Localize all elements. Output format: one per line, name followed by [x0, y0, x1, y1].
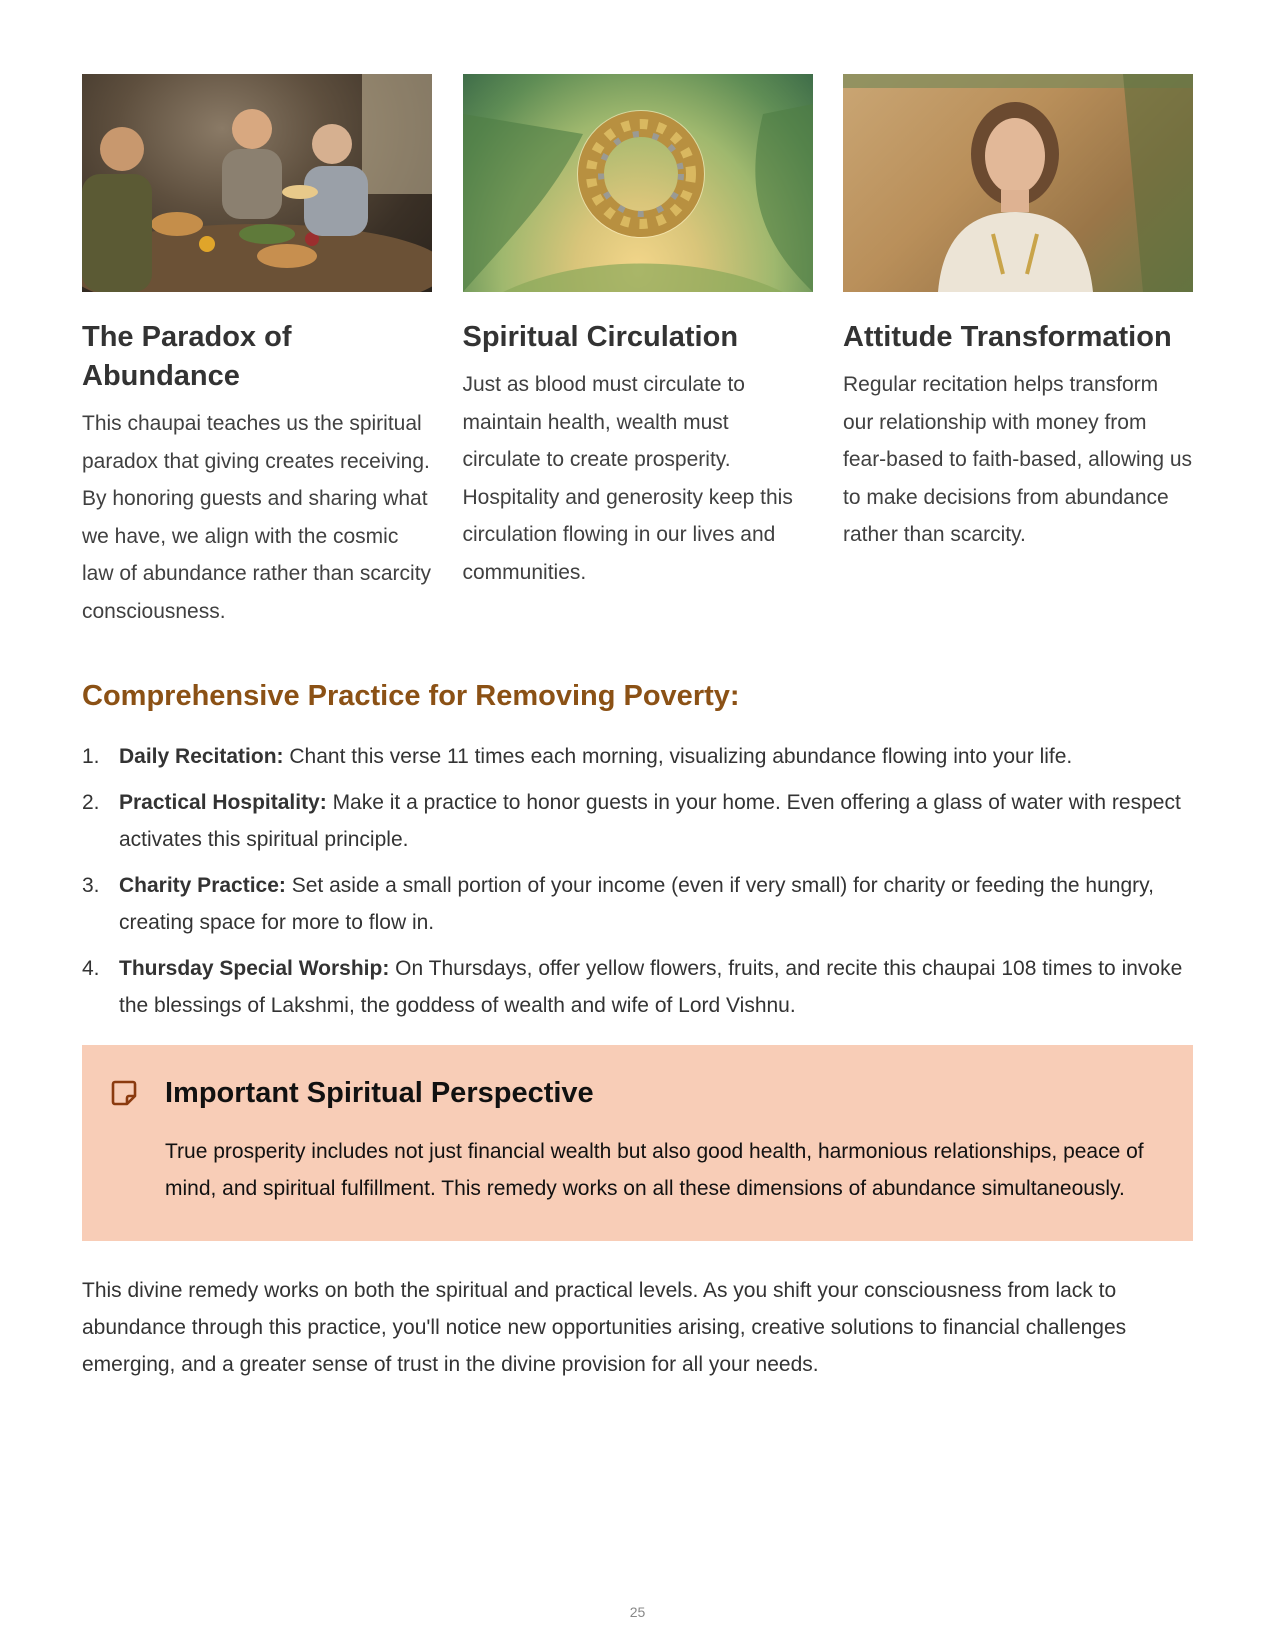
coin-circle-illustration [463, 74, 813, 292]
list-item-text: Make it a practice to honor guests in your home. Even offering a glass of water with respect activates this spiritual principle. [119, 791, 1181, 851]
card-attitude-transformation [843, 74, 1193, 630]
list-item [82, 784, 1193, 858]
shared-meal-photo [82, 74, 432, 292]
callout-header [110, 1073, 1165, 1113]
list-item-text: On Thursdays, offer yellow flowers, fruits, and recite this chaupai 108 times to invoke the blessings of Lakshmi, the goddess of wealth and wife of Lord Vishnu. [119, 957, 1183, 1017]
shared-meal-illustration [82, 74, 432, 292]
list-number: 2. [82, 791, 100, 814]
list-item-text: Set aside a small portion of your income (even if very small) for charity or feeding the hungry, creating space for more to flow in. [119, 874, 1154, 934]
closing-paragraph: This divine remedy works on both the spiritual and practical levels. As you shift your consciousness from lack to abundance through this practice, you'll notice new opportunities arising, creative solutions to financial challenges emerging, and a greater sense of trust in the divine provision for all your needs. [82, 1279, 1127, 1376]
list-number: 3. [82, 874, 100, 897]
practice-list [82, 738, 1193, 1024]
list-item [82, 867, 1193, 941]
list-item-label: Thursday Special Worship: [119, 957, 390, 980]
callout-title: Important Spiritual Perspective [165, 1077, 594, 1109]
list-item [82, 738, 1193, 775]
list-item-label: Practical Hospitality: [119, 791, 327, 814]
page-number: 25 [629, 1604, 646, 1620]
note-icon [110, 1079, 138, 1107]
card-body: Regular recitation helps transform our relationship with money from fear-based to faith-based, allowing us to make decisions from abundance rather than scarcity. [843, 373, 1193, 546]
woman-wheat-field-photo [843, 74, 1193, 292]
card-title: Spiritual Circulation [462, 321, 739, 353]
list-number: 4. [82, 957, 100, 980]
card-body: This chaupai teaches us the spiritual paradox that giving creates receiving. By honoring guests and sharing what we have, we align with the cosmic law of abundance rather than scarcity consciousness. [82, 412, 432, 623]
callout-box [82, 1045, 1193, 1241]
list-item [82, 950, 1193, 1024]
card-body: Just as blood must circulate to maintain health, wealth must circulate to create prosperity. Hospitality and generosity keep this circulation flowing in our lives and communities. [462, 373, 793, 584]
card-spiritual-circulation [463, 74, 813, 630]
list-number: 1. [82, 745, 100, 768]
card-paradox-of-abundance [82, 74, 432, 630]
coin-circle-photo [463, 74, 813, 292]
list-item-label: Daily Recitation: [119, 745, 284, 768]
list-item-text: Chant this verse 11 times each morning, visualizing abundance flowing into your life. [283, 745, 1073, 768]
woman-wheat-field-illustration [843, 74, 1193, 292]
card-title: Attitude Transformation [843, 321, 1172, 353]
page-content [82, 74, 1193, 1383]
card-row [82, 74, 1193, 630]
callout-body: True prosperity includes not just financial wealth but also good health, harmonious relationships, peace of mind, and spiritual fulfillment. This remedy works on all these dimensions of abundance simultaneously. [165, 1140, 1144, 1200]
list-item-label: Charity Practice: [119, 874, 286, 897]
card-title: The Paradox of Abundance [82, 321, 292, 392]
practice-heading: Comprehensive Practice for Removing Poverty: [82, 680, 740, 712]
